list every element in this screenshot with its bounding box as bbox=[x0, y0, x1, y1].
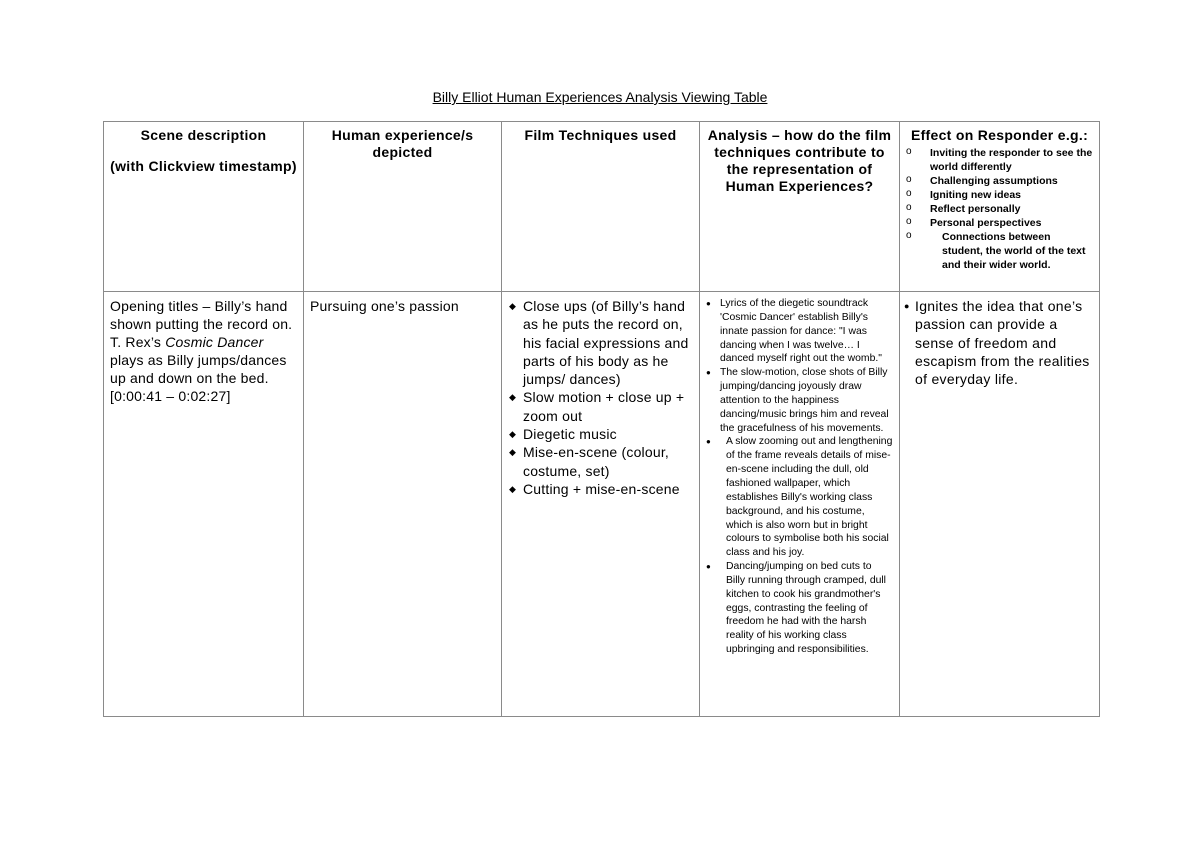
header-row bbox=[104, 122, 1100, 292]
header-human-label: Human experience/s depicted bbox=[331, 127, 474, 160]
effect-example-item: o Reflect personally bbox=[906, 202, 1093, 216]
human-experience-text: Pursuing one’s passion bbox=[310, 298, 459, 314]
header-effect-label: Effect on Responder e.g.: bbox=[910, 127, 1089, 143]
song-title: Cosmic Dancer bbox=[165, 334, 264, 350]
technique-item: ◆ Slow motion + close up + zoom out bbox=[508, 388, 693, 425]
effect-list bbox=[906, 297, 1093, 388]
header-film-techniques bbox=[502, 122, 700, 292]
technique-item: ◆ Diegetic music bbox=[508, 425, 693, 443]
effect-example-item: o Igniting new ideas bbox=[906, 188, 1093, 202]
header-scene-sublabel: (with Clickview timestamp) bbox=[110, 158, 297, 174]
effect-examples-list bbox=[906, 146, 1093, 272]
effect-example-item: o Personal perspectives bbox=[906, 216, 1093, 230]
film-techniques-cell bbox=[502, 292, 700, 717]
effect-example-item: o Challenging assumptions bbox=[906, 174, 1093, 188]
header-human-experience bbox=[304, 122, 502, 292]
document-title: Billy Elliot Human Experiences Analysis Viewing Table bbox=[432, 89, 768, 105]
header-effect-on-responder bbox=[900, 122, 1100, 292]
header-scene-label: Scene description bbox=[140, 127, 267, 143]
analysis-table bbox=[103, 121, 1100, 717]
analysis-cell bbox=[700, 292, 900, 717]
table-row bbox=[104, 292, 1100, 717]
scene-description-cell bbox=[104, 292, 304, 717]
scene-description-text bbox=[110, 297, 297, 405]
header-analysis bbox=[700, 122, 900, 292]
scene-text-part: plays as Billy jumps/dances up and down on the bed. [0:00:41 – 0:02:27] bbox=[110, 352, 287, 404]
analysis-item: ● Dancing/jumping on bed cuts to Billy running through cramped, dull kitchen to cook his grandmother's eggs, contrasting the feeling of freedom he had with the harsh reality of his working class upbringing and responsibilities. bbox=[706, 560, 893, 657]
technique-item: ◆ Close ups (of Billy’s hand as he puts the record on, his facial expressions and parts of his body as he jumps/ dances) bbox=[508, 297, 693, 388]
technique-item: ◆ Cutting + mise-en-scene bbox=[508, 480, 693, 498]
header-scene-description bbox=[104, 122, 304, 292]
analysis-item: ● The slow-motion, close shots of Billy jumping/dancing joyously draw attention to the happiness dancing/music brings him and reveal the gracefulness of his movements. bbox=[706, 366, 893, 435]
effect-example-item: o Inviting the responder to see the world differently bbox=[906, 146, 1093, 174]
effect-example-item: o Connections between student, the world of the text and their wider world. bbox=[906, 230, 1093, 272]
technique-item: ◆ Mise-en-scene (colour, costume, set) bbox=[508, 443, 693, 480]
header-techniques-label: Film Techniques used bbox=[524, 127, 677, 143]
effect-on-responder-cell bbox=[900, 292, 1100, 717]
scene-text-part: Opening titles – Billy’s hand shown putting the record on. T. Rex’s bbox=[110, 298, 293, 350]
human-experience-cell bbox=[304, 292, 502, 717]
analysis-item: ● Lyrics of the diegetic soundtrack 'Cosmic Dancer' establish Billy's innate passion for dance: "I was dancing when I was twelve… I danced myself right out the womb." bbox=[706, 297, 893, 366]
analysis-list bbox=[706, 297, 893, 657]
analysis-item: ● A slow zooming out and lengthening of the frame reveals details of mise-en-scene including the dull, old fashioned wallpaper, which establishes Billy's working class background, and his costume, which is also worn but in bright colours to symbolise both his social class and his joy. bbox=[706, 435, 893, 560]
effect-item: ● Ignites the idea that one’s passion can provide a sense of freedom and escapism from the realities of everyday life. bbox=[906, 297, 1093, 388]
header-analysis-label: Analysis – how do the film techniques contribute to the representation of Human Experiences? bbox=[707, 127, 892, 194]
techniques-list bbox=[508, 297, 693, 498]
